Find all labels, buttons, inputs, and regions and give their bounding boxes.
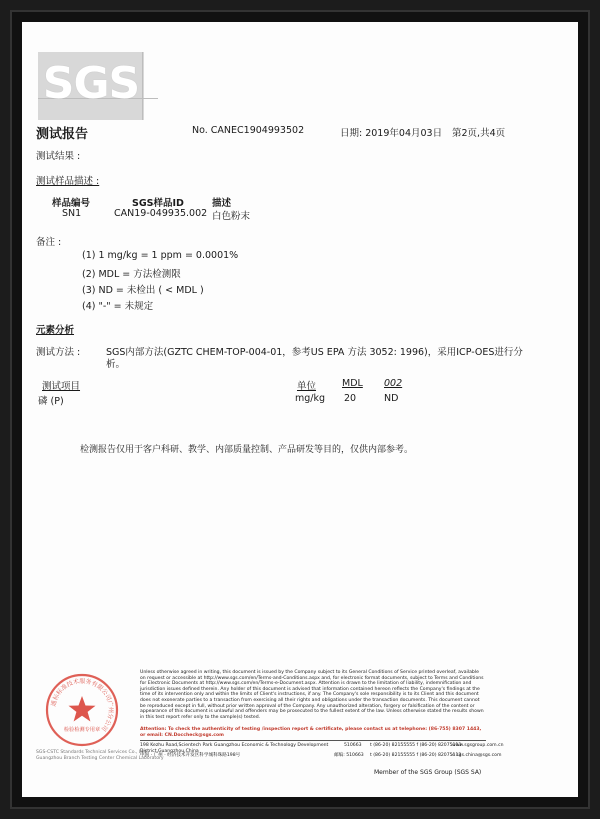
results-label: 测试结果 : — [36, 151, 81, 162]
sample-desc: 白色粉末 — [212, 211, 251, 222]
email: e sgs.china@sgs.com — [452, 753, 502, 758]
sample-col-desc: 描述 — [212, 198, 232, 209]
result-value: ND — [384, 393, 399, 404]
method-text-line1: SGS内部方法(GZTC CHEM-TOP-004-01，参考US EPA 方法 3052: 1996)，采用ICP-OES进行分 — [106, 347, 523, 358]
company-seal — [44, 672, 120, 748]
col-mdl: MDL — [342, 378, 363, 389]
footer-divider — [140, 740, 486, 741]
page-indicator: 第2页,共4页 — [452, 128, 506, 139]
notes-label: 备注 : — [36, 237, 62, 248]
postcode-en: 510663 — [344, 743, 362, 748]
sgs-logo: SGS — [42, 58, 140, 109]
seal-ring-text: 通标标准技术服务有限公司广州分公司 — [50, 677, 115, 733]
website: www.sgsgroup.com.cn — [452, 743, 504, 748]
postcode-cn: 邮编: 510663 — [334, 753, 364, 758]
tel-en: t (86-20) 82155555 f (86-20) 82075113 — [370, 743, 462, 748]
member-line: Member of the SGS Group (SGS SA) — [374, 769, 482, 776]
col-unit: 单位 — [297, 381, 317, 392]
col-test-item: 测试项目 — [42, 381, 81, 392]
result-mdl: 20 — [344, 393, 357, 404]
note-item: (4) "-" = 未规定 — [82, 301, 154, 312]
authenticity-notice: Attention: To check the authenticity of testing /inspection report & certificate, please contact us at telephone: (86-755) 8307 1443, or email: CN.Doccheck@sgs.com — [140, 727, 482, 738]
note-item: (2) MDL = 方法检测限 — [82, 269, 181, 280]
seal-caption-2: Guangzhou Branch Testing Center Chemical Laboratory — [36, 756, 164, 761]
result-item: 磷 (P) — [38, 396, 64, 407]
sample-no: SN1 — [62, 208, 82, 219]
note-item: (1) 1 mg/kg = 1 ppm = 0.0001% — [82, 250, 239, 261]
address-cn: 中国 · 广州 · 经济技术开发区科学城科珠路198号 — [140, 753, 241, 758]
seal-caption-1: SGS-CSTC Standards Technical Services Co., Ltd. — [36, 750, 148, 755]
result-unit: mg/kg — [295, 393, 326, 404]
col-sample: 002 — [384, 378, 403, 389]
legal-notice: Unless otherwise agreed in writing, this document is issued by the Company subject to its General Conditions of Service printed overleaf, available on request or accessible at http://www.sgs.com/en/Terms-and-Conditions.aspx and, for electronic format documents, subject to Terms and Conditions for Electronic Documents at http://www.sgs.com/en/Terms-e-Document.aspx. Attention is drawn to the limitation of liability, indemnification and jurisdiction issues defined therein. Any holder of this document is advised that information contained hereon reflects the Company's findings at the time of its intervention only and within the limits of Client's instructions, if any. The Company's sole responsibility is to its Client and this document does not exonerate parties to a transaction from exercising all their rights and obligations under the transaction documents. This document cannot be reproduced except in full, without prior written approval of the Company. Any unauthorized alteration, forgery or falsification of the content or appearance of this document is unlawful and offenders may be prosecuted to the fullest extent of the law. Unless otherwise stated the results shown in this test report refer only to the sample(s) tested. — [140, 670, 484, 720]
tel-cn: t (86-20) 82155555 f (86-20) 82075113 — [370, 753, 462, 758]
element-analysis-heading: 元素分析 — [36, 325, 75, 336]
sample-section-heading: 测试样品描述 : — [36, 176, 100, 187]
method-text-line2: 析。 — [106, 359, 126, 370]
method-label: 测试方法 : — [36, 347, 81, 358]
disclaimer: 检测报告仅用于客户科研、教学、内部质量控制、产品研发等目的，仅供内部参考。 — [80, 445, 414, 455]
doc-title: 测试报告 — [36, 127, 89, 142]
report-number: No. CANEC1904993502 — [192, 125, 305, 136]
sample-col-id: SGS样品ID — [132, 198, 184, 209]
note-item: (3) ND = 未检出 ( < MDL ) — [82, 285, 204, 296]
sample-id: CAN19-049935.002 — [114, 208, 208, 219]
star-icon — [69, 696, 96, 722]
report-date: 日期: 2019年04月03日 — [340, 128, 443, 139]
sample-col-no: 样品编号 — [52, 198, 91, 209]
report-page — [22, 22, 578, 797]
seal-center-text: 检验检测专用章 — [63, 727, 101, 733]
address-en: 198 Kezhu Road,Scientech Park Guangzhou Economic & Technology Development District,Guangzhou,China — [140, 743, 329, 754]
